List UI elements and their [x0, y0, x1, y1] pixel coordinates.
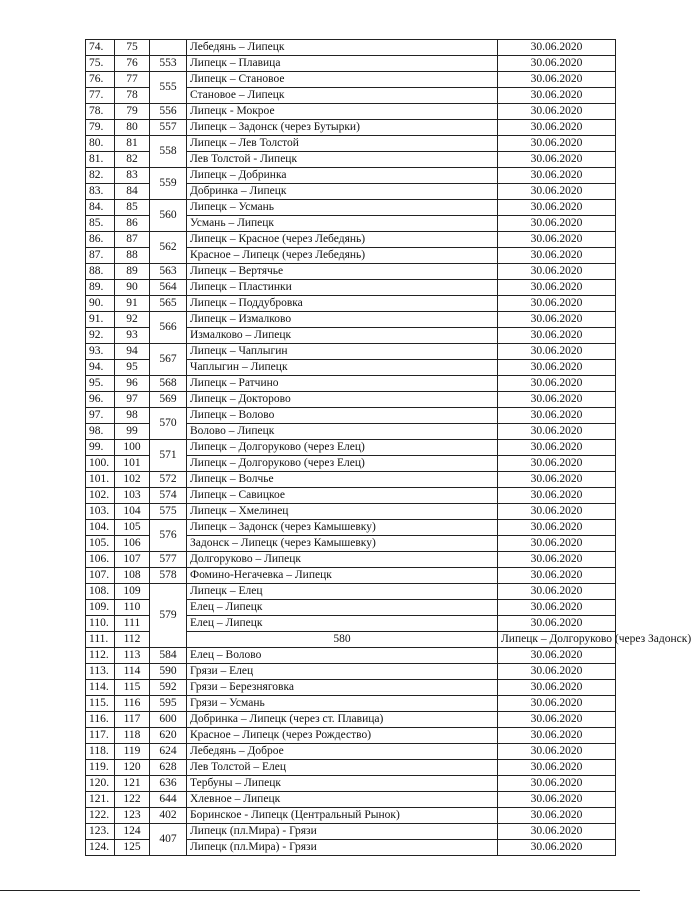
route-number: 576 [150, 520, 187, 552]
sequence-number: 104 [115, 504, 150, 520]
route-number: 624 [150, 744, 187, 760]
row-number: 76. [86, 72, 115, 88]
date-cell: 30.06.2020 [498, 344, 616, 360]
row-number: 119. [86, 760, 115, 776]
row-number: 109. [86, 600, 115, 616]
route-number: 584 [150, 648, 187, 664]
route-number: 636 [150, 776, 187, 792]
row-number: 89. [86, 280, 115, 296]
row-number: 123. [86, 824, 115, 840]
route-name: Липецк – Савицкое [187, 488, 498, 504]
route-number: 569 [150, 392, 187, 408]
table-row [86, 760, 616, 776]
date-cell: 30.06.2020 [498, 120, 616, 136]
table-row [86, 120, 616, 136]
row-number: 98. [86, 424, 115, 440]
date-cell: 30.06.2020 [498, 472, 616, 488]
route-name: Липецк – Долгоруково (через Елец) [187, 456, 498, 472]
route-name: Лев Толстой – Елец [187, 760, 498, 776]
route-name: Липецк – Усмань [187, 200, 498, 216]
date-cell: 30.06.2020 [498, 616, 616, 632]
row-number: 118. [86, 744, 115, 760]
date-cell: 30.06.2020 [498, 376, 616, 392]
route-number [150, 40, 187, 56]
table-row [86, 56, 616, 72]
route-number: 620 [150, 728, 187, 744]
route-name: Волово – Липецк [187, 424, 498, 440]
route-name: Измалково – Липецк [187, 328, 498, 344]
route-name: Елец – Липецк [187, 616, 498, 632]
route-name: Липецк – Задонск (через Камышевку) [187, 520, 498, 536]
row-number: 90. [86, 296, 115, 312]
route-name: Боринское - Липецк (Центральный Рынок) [187, 808, 498, 824]
date-cell: 30.06.2020 [498, 568, 616, 584]
route-name: Липецк – Поддубровка [187, 296, 498, 312]
row-number: 103. [86, 504, 115, 520]
route-name: Красное – Липецк (через Рождество) [187, 728, 498, 744]
table-row [86, 504, 616, 520]
sequence-number: 89 [115, 264, 150, 280]
table-row [86, 312, 616, 328]
route-name: Липецк (пл.Мира) - Грязи [187, 824, 498, 840]
table-row [86, 712, 616, 728]
route-number: 559 [150, 168, 187, 200]
sequence-number: 102 [115, 472, 150, 488]
route-number: 564 [150, 280, 187, 296]
row-number: 75. [86, 56, 115, 72]
route-name: Добринка – Липецк (через ст. Плавица) [187, 712, 498, 728]
row-number: 107. [86, 568, 115, 584]
date-cell: 30.06.2020 [498, 696, 616, 712]
route-number: 628 [150, 760, 187, 776]
route-name: Липецк – Плавица [187, 56, 498, 72]
route-number: 402 [150, 808, 187, 824]
date-cell: 30.06.2020 [498, 536, 616, 552]
sequence-number: 87 [115, 232, 150, 248]
table-row [86, 696, 616, 712]
table-row [86, 136, 616, 152]
route-number: 600 [150, 712, 187, 728]
sequence-number: 118 [115, 728, 150, 744]
sequence-number: 96 [115, 376, 150, 392]
route-name: Добринка – Липецк [187, 184, 498, 200]
date-cell: 30.06.2020 [498, 216, 616, 232]
route-name: Задонск – Липецк (через Камышевку) [187, 536, 498, 552]
route-number: 575 [150, 504, 187, 520]
routes-table-body [86, 40, 691, 856]
row-number: 121. [86, 792, 115, 808]
row-number: 81. [86, 152, 115, 168]
sequence-number: 92 [115, 312, 150, 328]
row-number: 115. [86, 696, 115, 712]
date-cell: 30.06.2020 [498, 408, 616, 424]
route-name: Липецк – Волчье [187, 472, 498, 488]
sequence-number: 80 [115, 120, 150, 136]
sequence-number: 111 [115, 616, 150, 632]
sequence-number: 86 [115, 216, 150, 232]
sequence-number: 79 [115, 104, 150, 120]
route-name: Елец – Волово [187, 648, 498, 664]
row-number: 101. [86, 472, 115, 488]
table-row [86, 808, 616, 824]
route-number: 556 [150, 104, 187, 120]
sequence-number: 85 [115, 200, 150, 216]
date-cell: 30.06.2020 [498, 184, 616, 200]
row-number: 87. [86, 248, 115, 264]
route-number: 571 [150, 440, 187, 472]
date-cell: 30.06.2020 [498, 424, 616, 440]
date-cell: 30.06.2020 [498, 296, 616, 312]
route-number: 577 [150, 552, 187, 568]
route-name: Усмань – Липецк [187, 216, 498, 232]
date-cell: 30.06.2020 [498, 504, 616, 520]
date-cell: 30.06.2020 [498, 56, 616, 72]
route-number: 590 [150, 664, 187, 680]
table-row [86, 472, 616, 488]
sequence-number: 81 [115, 136, 150, 152]
table-row [86, 488, 616, 504]
row-number: 117. [86, 728, 115, 744]
date-cell: 30.06.2020 [498, 232, 616, 248]
row-number: 88. [86, 264, 115, 280]
route-number: 407 [150, 824, 187, 856]
footer-rule [0, 890, 640, 891]
sequence-number: 108 [115, 568, 150, 584]
sequence-number: 94 [115, 344, 150, 360]
date-cell: 30.06.2020 [498, 760, 616, 776]
route-name: Липецк – Задонск (через Бутырки) [187, 120, 498, 136]
sequence-number: 115 [115, 680, 150, 696]
sequence-number: 116 [115, 696, 150, 712]
route-name: Липецк – Чаплыгин [187, 344, 498, 360]
table-row [86, 680, 616, 696]
date-cell: 30.06.2020 [498, 824, 616, 840]
sequence-number: 88 [115, 248, 150, 264]
sequence-number: 77 [115, 72, 150, 88]
row-number: 102. [86, 488, 115, 504]
table-row [86, 296, 616, 312]
route-number: 560 [150, 200, 187, 232]
route-number: 563 [150, 264, 187, 280]
route-number: 595 [150, 696, 187, 712]
table-row [86, 392, 616, 408]
sequence-number: 123 [115, 808, 150, 824]
sequence-number: 124 [115, 824, 150, 840]
route-name: Чаплыгин – Липецк [187, 360, 498, 376]
date-cell: 30.06.2020 [498, 392, 616, 408]
row-number: 104. [86, 520, 115, 536]
sequence-number: 99 [115, 424, 150, 440]
route-name: Хлевное – Липецк [187, 792, 498, 808]
date-cell: 30.06.2020 [498, 808, 616, 824]
sequence-number: 98 [115, 408, 150, 424]
route-name: Елец – Липецк [187, 600, 498, 616]
date-cell: 30.06.2020 [498, 456, 616, 472]
route-number: 553 [150, 56, 187, 72]
row-number: 93. [86, 344, 115, 360]
route-name: Липецк (пл.Мира) - Грязи [187, 840, 498, 856]
route-number: 592 [150, 680, 187, 696]
table-row [86, 104, 616, 120]
date-cell: 30.06.2020 [498, 840, 616, 856]
route-name: Липецк – Ратчино [187, 376, 498, 392]
date-cell: 30.06.2020 [498, 728, 616, 744]
date-cell: 30.06.2020 [498, 776, 616, 792]
route-number: 567 [150, 344, 187, 376]
route-name: Липецк – Измалково [187, 312, 498, 328]
route-number: 579 [150, 584, 187, 648]
row-number: 105. [86, 536, 115, 552]
table-row [86, 376, 616, 392]
sequence-number: 112 [115, 632, 150, 648]
sequence-number: 82 [115, 152, 150, 168]
row-number: 83. [86, 184, 115, 200]
sequence-number: 122 [115, 792, 150, 808]
date-cell: 30.06.2020 [498, 200, 616, 216]
row-number: 106. [86, 552, 115, 568]
table-row [86, 552, 616, 568]
row-number: 74. [86, 40, 115, 56]
date-cell: 30.06.2020 [498, 648, 616, 664]
route-number: 574 [150, 488, 187, 504]
row-number: 86. [86, 232, 115, 248]
sequence-number: 93 [115, 328, 150, 344]
date-cell: 30.06.2020 [498, 328, 616, 344]
table-row [86, 648, 616, 664]
table-row [86, 200, 616, 216]
table-row [86, 168, 616, 184]
row-number: 108. [86, 584, 115, 600]
route-name: Липецк – Добринка [187, 168, 498, 184]
sequence-number: 100 [115, 440, 150, 456]
row-number: 91. [86, 312, 115, 328]
row-number: 96. [86, 392, 115, 408]
date-cell: 30.06.2020 [498, 264, 616, 280]
route-name: Липецк – Становое [187, 72, 498, 88]
route-number: 555 [150, 72, 187, 104]
date-cell: 30.06.2020 [498, 744, 616, 760]
sequence-number: 84 [115, 184, 150, 200]
route-name: Лебедянь – Доброе [187, 744, 498, 760]
sequence-number: 117 [115, 712, 150, 728]
route-name: Грязи – Березняговка [187, 680, 498, 696]
date-cell: 30.06.2020 [498, 72, 616, 88]
table-row [86, 264, 616, 280]
sequence-number: 75 [115, 40, 150, 56]
date-cell: 30.06.2020 [498, 248, 616, 264]
route-number: 566 [150, 312, 187, 344]
sequence-number: 109 [115, 584, 150, 600]
date-cell: 30.06.2020 [498, 600, 616, 616]
route-name: Становое – Липецк [187, 88, 498, 104]
sequence-number: 97 [115, 392, 150, 408]
route-name: Липецк – Лев Толстой [187, 136, 498, 152]
table-row [86, 408, 616, 424]
route-name: Липецк – Докторово [187, 392, 498, 408]
date-cell: 30.06.2020 [498, 168, 616, 184]
row-number: 92. [86, 328, 115, 344]
route-number: 580 [187, 632, 498, 648]
date-cell: 30.06.2020 [498, 152, 616, 168]
date-cell: 30.06.2020 [498, 552, 616, 568]
route-name: Липецк – Долгоруково (через Задонск) [498, 632, 616, 648]
sequence-number: 103 [115, 488, 150, 504]
sequence-number: 114 [115, 664, 150, 680]
date-cell: 30.06.2020 [498, 584, 616, 600]
date-cell: 30.06.2020 [498, 520, 616, 536]
route-name: Лев Толстой - Липецк [187, 152, 498, 168]
table-row [86, 744, 616, 760]
route-number: 572 [150, 472, 187, 488]
sequence-number: 105 [115, 520, 150, 536]
row-number: 114. [86, 680, 115, 696]
sequence-number: 125 [115, 840, 150, 856]
route-name: Фомино-Негачевка – Липецк [187, 568, 498, 584]
sequence-number: 119 [115, 744, 150, 760]
row-number: 112. [86, 648, 115, 664]
row-number: 100. [86, 456, 115, 472]
date-cell: 30.06.2020 [498, 488, 616, 504]
sequence-number: 121 [115, 776, 150, 792]
row-number: 84. [86, 200, 115, 216]
date-cell: 30.06.2020 [498, 792, 616, 808]
date-cell: 30.06.2020 [498, 360, 616, 376]
document-page [85, 39, 691, 856]
route-number: 578 [150, 568, 187, 584]
table-row [86, 568, 616, 584]
date-cell: 30.06.2020 [498, 664, 616, 680]
route-name: Лебедянь – Липецк [187, 40, 498, 56]
sequence-number: 91 [115, 296, 150, 312]
date-cell: 30.06.2020 [498, 40, 616, 56]
route-name: Липецк – Пластинки [187, 280, 498, 296]
table-row [86, 728, 616, 744]
row-number: 99. [86, 440, 115, 456]
route-number: 568 [150, 376, 187, 392]
route-name: Липецк – Волово [187, 408, 498, 424]
route-name: Долгоруково – Липецк [187, 552, 498, 568]
route-name: Красное – Липецк (через Лебедянь) [187, 248, 498, 264]
date-cell: 30.06.2020 [498, 312, 616, 328]
sequence-number: 110 [115, 600, 150, 616]
route-name: Липецк – Долгоруково (через Елец) [187, 440, 498, 456]
route-number: 558 [150, 136, 187, 168]
sequence-number: 76 [115, 56, 150, 72]
table-row [86, 520, 616, 536]
route-number: 562 [150, 232, 187, 264]
row-number: 122. [86, 808, 115, 824]
row-number: 124. [86, 840, 115, 856]
route-number: 557 [150, 120, 187, 136]
route-name: Липецк – Красное (через Лебедянь) [187, 232, 498, 248]
sequence-number: 101 [115, 456, 150, 472]
table-row [86, 72, 616, 88]
date-cell: 30.06.2020 [498, 712, 616, 728]
table-row [86, 824, 616, 840]
route-name: Липецк - Мокрое [187, 104, 498, 120]
table-row [86, 776, 616, 792]
table-row [86, 664, 616, 680]
table-row [86, 440, 616, 456]
date-cell: 30.06.2020 [498, 88, 616, 104]
row-number: 97. [86, 408, 115, 424]
route-name: Грязи – Елец [187, 664, 498, 680]
sequence-number: 113 [115, 648, 150, 664]
table-row [86, 792, 616, 808]
row-number: 116. [86, 712, 115, 728]
table-row [86, 344, 616, 360]
date-cell: 30.06.2020 [498, 680, 616, 696]
row-number: 94. [86, 360, 115, 376]
table-row [86, 232, 616, 248]
row-number: 110. [86, 616, 115, 632]
table-row [86, 40, 616, 56]
row-number: 78. [86, 104, 115, 120]
route-name: Грязи – Усмань [187, 696, 498, 712]
date-cell: 30.06.2020 [498, 104, 616, 120]
sequence-number: 106 [115, 536, 150, 552]
route-name: Тербуны – Липецк [187, 776, 498, 792]
sequence-number: 78 [115, 88, 150, 104]
row-number: 82. [86, 168, 115, 184]
route-name: Липецк – Елец [187, 584, 498, 600]
row-number: 111. [86, 632, 115, 648]
route-number: 565 [150, 296, 187, 312]
route-name: Липецк – Хмелинец [187, 504, 498, 520]
route-number: 570 [150, 408, 187, 440]
sequence-number: 90 [115, 280, 150, 296]
date-cell: 30.06.2020 [498, 136, 616, 152]
sequence-number: 120 [115, 760, 150, 776]
sequence-number: 107 [115, 552, 150, 568]
row-number: 95. [86, 376, 115, 392]
route-number: 644 [150, 792, 187, 808]
routes-table [85, 39, 691, 856]
row-number: 85. [86, 216, 115, 232]
date-cell: 30.06.2020 [498, 440, 616, 456]
row-number: 80. [86, 136, 115, 152]
route-name: Липецк – Вертячье [187, 264, 498, 280]
date-cell: 30.06.2020 [498, 280, 616, 296]
sequence-number: 83 [115, 168, 150, 184]
table-row [86, 280, 616, 296]
row-number: 120. [86, 776, 115, 792]
sequence-number: 95 [115, 360, 150, 376]
row-number: 113. [86, 664, 115, 680]
row-number: 77. [86, 88, 115, 104]
row-number: 79. [86, 120, 115, 136]
table-row [86, 584, 616, 600]
